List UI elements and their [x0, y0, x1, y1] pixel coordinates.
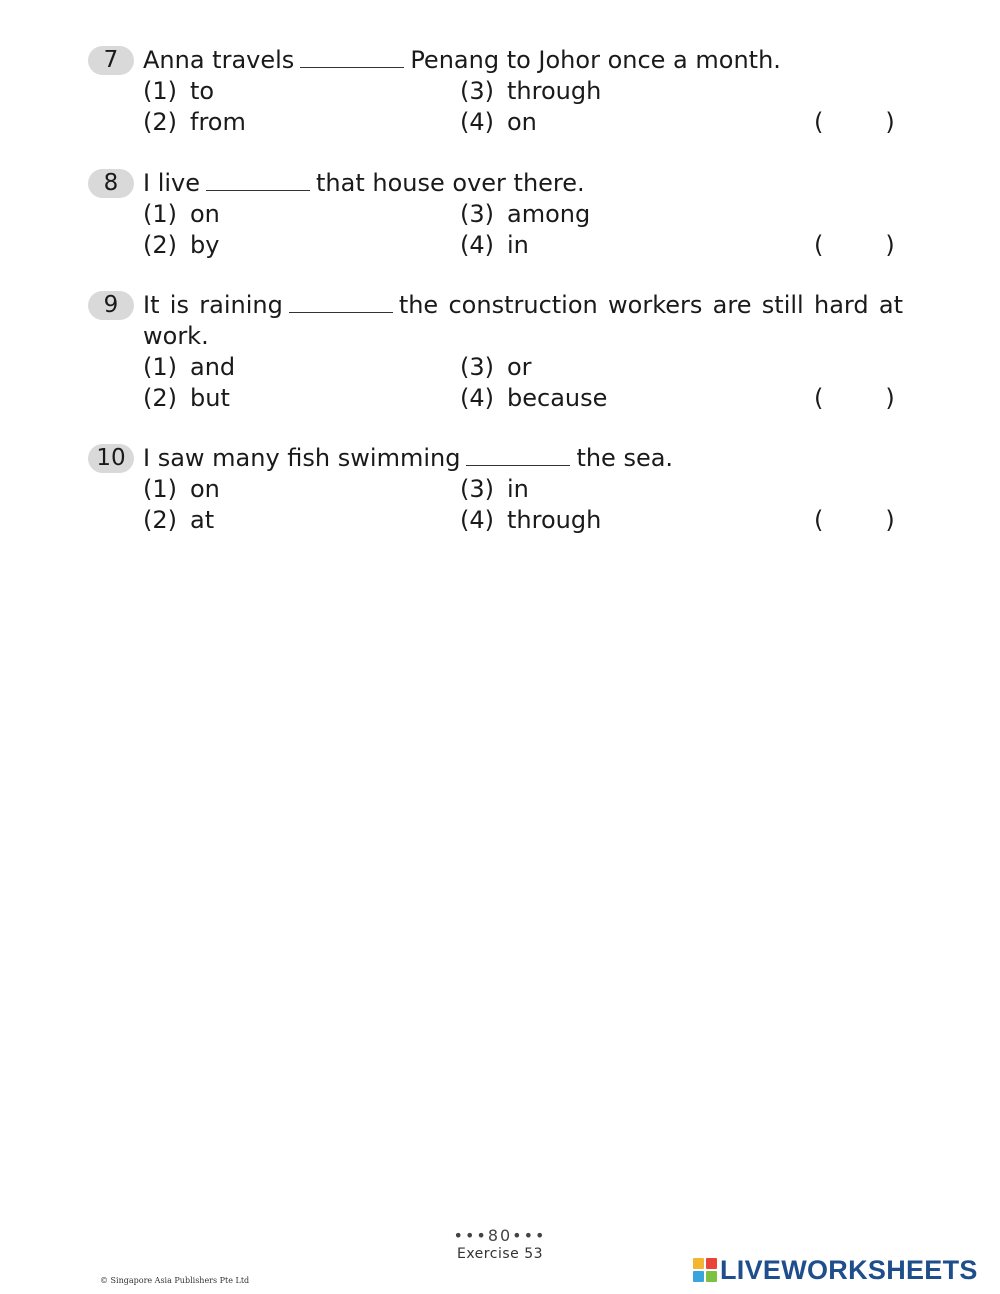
option-3[interactable]: (3) or	[460, 353, 532, 381]
answer-box[interactable]: ( )	[814, 108, 895, 136]
option-4[interactable]: (4) because	[460, 384, 608, 412]
question-number-badge: 7	[88, 46, 134, 75]
liveworksheets-tiles-icon	[693, 1258, 717, 1282]
question-text: I saw many fish swimming the sea.	[143, 444, 674, 472]
option-3[interactable]: (3) in	[460, 475, 529, 503]
option-4[interactable]: (4) in	[460, 231, 529, 259]
option-2[interactable]: (2) by	[143, 231, 220, 259]
question-number-badge: 10	[88, 444, 134, 473]
answer-blank[interactable]	[466, 464, 570, 466]
answer-box[interactable]: ( )	[814, 506, 895, 534]
question-text: I live that house over there.	[143, 169, 585, 197]
option-4[interactable]: (4) through	[460, 506, 602, 534]
option-1[interactable]: (1) and	[143, 353, 236, 381]
copyright-notice: © Singapore Asia Publishers Pte Ltd	[100, 1276, 250, 1285]
liveworksheets-logo[interactable]	[693, 1255, 978, 1285]
option-1[interactable]: (1) on	[143, 200, 220, 228]
option-1[interactable]: (1) on	[143, 475, 220, 503]
brand-name: LIVEWORKSHEETS	[720, 1254, 978, 1285]
answer-blank[interactable]	[289, 311, 393, 313]
question-number-badge: 8	[88, 169, 134, 198]
option-2[interactable]: (2) but	[143, 384, 230, 412]
answer-box[interactable]: ( )	[814, 231, 895, 259]
page-number: •••80•••	[453, 1226, 547, 1245]
option-1[interactable]: (1) to	[143, 77, 215, 105]
option-4[interactable]: (4) on	[460, 108, 537, 136]
option-3[interactable]: (3) through	[460, 77, 602, 105]
question-text: Anna travels Penang to Johor once a month.	[143, 46, 781, 74]
option-2[interactable]: (2) at	[143, 506, 215, 534]
answer-blank[interactable]	[206, 189, 310, 191]
answer-blank[interactable]	[300, 66, 404, 68]
question-text: It is raining the construction workers are still hard at work.	[143, 291, 903, 350]
option-2[interactable]: (2) from	[143, 108, 246, 136]
answer-box[interactable]: ( )	[814, 384, 895, 412]
exercise-label: Exercise 53	[456, 1246, 544, 1262]
option-3[interactable]: (3) among	[460, 200, 591, 228]
question-number-badge: 9	[88, 291, 134, 320]
